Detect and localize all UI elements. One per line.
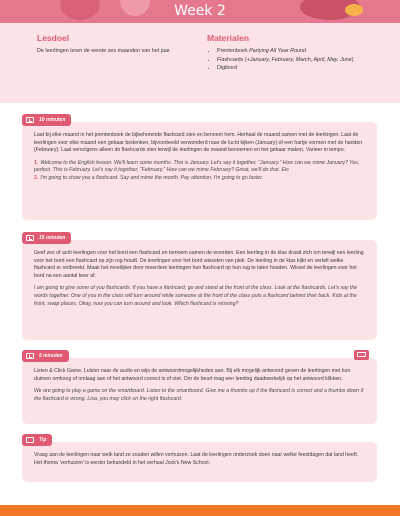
activity-card	[22, 117, 377, 220]
duration-tag: 5 minuten	[22, 350, 69, 362]
instruction-text: Laat bij elke maand in het prentenboek de bijbehorende flashcard zien en benoem hem. Herhaal de maand samen met de leerlingen. Laat de leerlingen voor elke maand een gebaar bedenken, bijvoorbeeld verwonderd naar de lucht kijken (January) of een hartje vormen met de handen (February). Laat vervolgens alleen de flashcards zien terwijl de leerlingen de maand benoemen en het gebaar maken. Varieer in tempo.	[34, 132, 363, 154]
header-banner	[0, 0, 400, 23]
clock-icon	[26, 117, 34, 123]
duration-tag: 10 minuten	[22, 114, 71, 126]
clock-icon	[26, 235, 34, 241]
activity-card	[22, 353, 377, 424]
example-script: 1. Welcome to the English lesson. We'll learn some months. This is January. Let's say it together, “January.” How can we mime January? Yes, perfect. This is February. Let's say it together, “February.” How can we mime February? Great, we'll do that. Etc	[34, 159, 360, 174]
tip-card	[22, 437, 377, 482]
page-title: Week 2	[174, 3, 226, 19]
duration-tag: 15 minuten	[22, 232, 71, 244]
lesdoel-section	[37, 33, 197, 55]
smartboard-icon	[354, 350, 369, 360]
lesdoel-heading: Lesdoel	[37, 33, 70, 43]
instruction-text: Listen & Click Game. Luister naar de audio en wijs de antwoordmogelijkheden aan. Bij elk mogelijk antwoord geven de leerlingen met hun duimen omhoog of omlaag aan of het antwoord correct is of niet. Om de beurt mag een leerling daadwerkelijk op het antwoord klikken.	[34, 368, 351, 382]
materialen-section	[207, 33, 367, 73]
lesson-info-panel	[0, 23, 400, 103]
lesdoel-text: De leerlingen leren de eerste zes maanden van het jaar.	[37, 48, 171, 54]
example-script: 2. I'm going to show you a flashcard. Say and mime the month. Pay attention, I'm going to go faster.	[34, 174, 264, 181]
materialen-item: • Prentenboek Partying All Year Round	[217, 47, 367, 56]
tip-tag: Tip	[22, 434, 52, 446]
materialen-item: • Digibord	[217, 64, 367, 73]
materialen-heading: Materialen	[207, 33, 250, 43]
tip-text: Vraag aan de leerlingen naar welk land ze zouden willen verhuizen. Laat de leerlingen onderzoek doen naar welke feestdagen dat land heeft. Het thema 'verhuizen' is eerder behandeld in het verhaal Jock's New School.	[34, 452, 359, 466]
example-script: We are going to play a game on the smartboard. Listen to the smartboard. Give me a thumbs up if the flashcard is correct and a thumbs down if the flashcard is wrong. Lisa, you may click on the right flashcard.	[34, 388, 364, 402]
clock-icon	[26, 353, 34, 359]
activity-card	[22, 235, 377, 340]
instruction-text: Geef zes of acht leerlingen voor het bord een flashcard en benoem samen de woorden. Een leerling in de klas draait zich om terwijl een leerling voor het bord een flashcard op zijn rug houdt. De leerlingen voor het bord wisselen van plek. De leerling in de klas kijkt en vertelt welke flashcard er ontbreekt. Maak het moeilijker door meerdere leerlingen hun flashcard op hun rug te laten houden. Wissel de leerlingen voor het bord na een aantal keer af.	[34, 250, 364, 279]
materialen-list	[207, 47, 367, 73]
tip-icon	[26, 437, 34, 443]
example-script: I am going to give some of you flashcards. If you have a flashcard, go and stand at the front of the class. Look at the flashcards. Let's say the words together. One of you in the class will turn around while someone at the front of the class puts a flashcard behind their back. Kids at the front, swap places. Okay, now you can turn around and look. Which flashcard is missing?	[34, 285, 358, 307]
materialen-item: • Flashcards (+January, February, March, April, May, June)	[217, 56, 367, 65]
footer-bar	[0, 505, 400, 516]
